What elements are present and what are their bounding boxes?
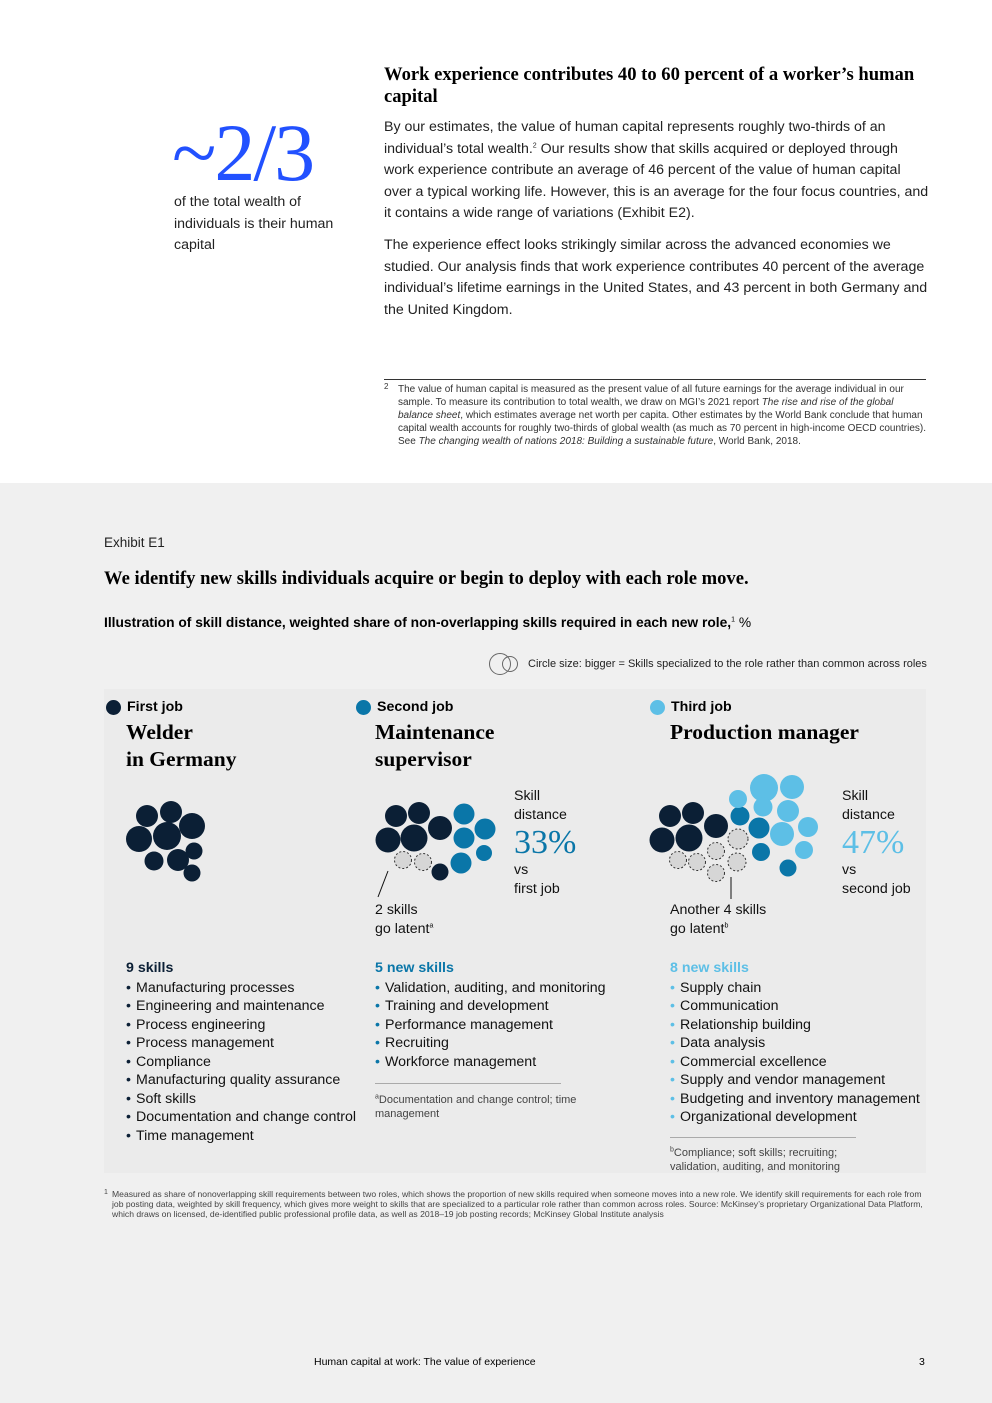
skill-count-first: 9 skills bbox=[126, 960, 174, 976]
skill-item: • Process management bbox=[126, 1035, 275, 1051]
footnote-ref-2[interactable]: 2 bbox=[532, 141, 537, 149]
bullet-icon: • bbox=[126, 998, 131, 1014]
note-divider-b bbox=[670, 1137, 856, 1138]
job-title-second: Maintenance supervisor bbox=[375, 720, 495, 771]
bullet-icon: • bbox=[126, 1016, 131, 1033]
note-divider-a bbox=[375, 1083, 561, 1084]
skill-distance-value-second: 33% bbox=[514, 824, 577, 861]
job-label-second: Second job bbox=[356, 699, 453, 715]
bullet-icon: • bbox=[375, 998, 380, 1014]
callout-caption: of the total wealth of individuals is their human capital bbox=[174, 194, 334, 253]
skill-item: • Compliance bbox=[126, 1053, 211, 1070]
skill-item: • Training and development bbox=[375, 998, 549, 1014]
exhibit-footnote: 1 Measured as share of nonoverlapping skill requirements between two roles, which shows the proportion of new skills required when someone moves into a new role. We identify skill requirements for each role from job posting data, weighted by skill frequency, which gives more weight to skills that are specialized to a particular role rather than common across roles. Source: McKinsey’s proprietary Organizational Data Platform, which draws on licensed, de-identified public professional profile data, as well as 2018–19 job posting records; McKinsey Global Institute analysis bbox=[104, 1189, 923, 1219]
note-a: $^a$Documentation and change control; time management bbox=[375, 1093, 577, 1120]
legend-text: Circle size: bigger = Skills specialized to the role rather than common across roles bbox=[528, 658, 927, 670]
skill-item: • Budgeting and inventory management bbox=[670, 1090, 920, 1107]
skill-item: • Time management bbox=[126, 1127, 254, 1144]
body-paragraph-1: By our estimates, the value of human capital represents roughly two-thirds of an individual’s total wealth.$^2$ Our results show that skills acquired or deployed through work experience contribute an average of 46 percent of the value of human capital over a typical working life. However, this is an average for the four focus countries, and it contains a wide range of variations (Exhibit E2). bbox=[384, 119, 929, 221]
note-b: $^b$Compliance; soft skills; recruiting; validation, auditing, and monitoring bbox=[670, 1146, 841, 1173]
skill-item: • Documentation and change control bbox=[126, 1109, 357, 1125]
skill-item: • Performance management bbox=[375, 1016, 553, 1033]
first-job-dot-icon bbox=[106, 700, 121, 715]
job-label-first: First job bbox=[106, 699, 183, 715]
bullet-icon: • bbox=[670, 998, 675, 1014]
footnote-divider bbox=[384, 379, 926, 380]
bullet-icon: • bbox=[375, 1035, 380, 1051]
bullet-icon: • bbox=[126, 1072, 131, 1088]
skill-list-third bbox=[670, 959, 932, 1127]
skill-items-first bbox=[126, 979, 366, 1146]
bullet-icon: • bbox=[670, 1053, 675, 1070]
skill-item: • Recruiting bbox=[375, 1035, 449, 1051]
bullet-icon: • bbox=[126, 1053, 131, 1070]
skill-item: • Process engineering bbox=[126, 1016, 266, 1033]
skill-item: • Manufacturing processes bbox=[126, 979, 295, 996]
bullet-icon: • bbox=[375, 979, 380, 996]
job-title-first: Welder in Germany bbox=[126, 720, 237, 771]
bullet-icon: • bbox=[670, 1016, 675, 1033]
skill-list-second bbox=[375, 959, 615, 1071]
latent-label-second: 2 skills go latent$^a$ bbox=[375, 902, 434, 937]
skill-item: • Supply chain bbox=[670, 979, 762, 996]
skill-count-second: 5 new skills bbox=[375, 960, 454, 976]
bullet-icon: • bbox=[670, 1035, 675, 1051]
job-label-third: Third job bbox=[650, 699, 732, 715]
circle-size-legend-icon bbox=[488, 652, 520, 676]
skill-item: • Workforce management bbox=[375, 1053, 537, 1070]
bullet-icon: • bbox=[670, 979, 675, 996]
bullet-icon: • bbox=[126, 1035, 131, 1051]
skill-item: • Commercial excellence bbox=[670, 1053, 827, 1070]
exhibit-subtitle: Illustration of skill distance, weighted share of non-overlapping skills required in each new role,$^1$ % bbox=[104, 615, 752, 630]
section-title: Work experience contributes 40 to 60 percent of a worker’s human capital bbox=[384, 64, 915, 107]
bullet-icon: • bbox=[375, 1016, 380, 1033]
skill-item: • Organizational development bbox=[670, 1109, 857, 1125]
page-number: 3 bbox=[919, 1356, 925, 1368]
exhibit-label: Exhibit E1 bbox=[104, 535, 165, 550]
skill-list-first bbox=[126, 959, 366, 1145]
body-paragraph-2: The experience effect looks strikingly similar across the advanced economies we studied. Our analysis finds that work experience contributes 40 percent of the average individual’s lifetime earnings in the United States, and 43 percent in both Germany and the United Kingdom. bbox=[384, 237, 928, 318]
skill-item: • Communication bbox=[670, 998, 779, 1014]
bullet-icon: • bbox=[126, 1090, 131, 1107]
bullet-icon: • bbox=[126, 979, 131, 996]
skill-item: • Supply and vendor management bbox=[670, 1072, 886, 1088]
skill-items-second bbox=[375, 979, 615, 1072]
callout-number: ~2/3 bbox=[172, 107, 314, 198]
bullet-icon: • bbox=[670, 1090, 675, 1107]
skill-count-third: 8 new skills bbox=[670, 960, 749, 976]
job-title-third: Production manager bbox=[670, 720, 859, 744]
bullet-icon: • bbox=[126, 1127, 131, 1144]
skill-items-third bbox=[670, 979, 932, 1127]
second-job-dot-icon bbox=[356, 700, 371, 715]
skill-item: • Manufacturing quality assurance bbox=[126, 1072, 341, 1088]
bullet-icon: • bbox=[670, 1072, 675, 1088]
latent-label-third: Another 4 skills go latent$^b$ bbox=[670, 902, 767, 937]
bullet-icon: • bbox=[670, 1109, 675, 1125]
skill-item: • Data analysis bbox=[670, 1035, 766, 1051]
skill-item: • Soft skills bbox=[126, 1090, 196, 1107]
exhibit-title: We identify new skills individuals acquire or begin to deploy with each role move. bbox=[104, 568, 749, 589]
skill-item: • Engineering and maintenance bbox=[126, 998, 325, 1014]
bullet-icon: • bbox=[375, 1053, 380, 1070]
footnote-text: The value of human capital is measured as the present value of all future earnings for the average individual in our sample. To measure its contribution to total wealth, we draw on MGI’s 2021 report The rise and rise of the global balance sheet, which estimates average net worth per capita. Other estimates by the World Bank conclude that human capital wealth accounts for roughly two-thirds of global wealth (as much as 70 percent in high-income OECD countries). See The changing wealth of nations 2018: Building a sustainable future, World Bank, 2018. bbox=[398, 384, 927, 447]
third-job-dot-icon bbox=[650, 700, 665, 715]
circle-size-legend bbox=[488, 652, 927, 676]
skill-distance-value-third: 47% bbox=[842, 824, 905, 861]
running-title: Human capital at work: The value of experience bbox=[314, 1356, 536, 1368]
bullet-icon: • bbox=[126, 1109, 131, 1125]
skill-distance-second: Skill distance 33% vs first job bbox=[514, 788, 577, 897]
skill-distance-third: Skill distance 47% vs second job bbox=[842, 788, 911, 897]
skill-item: • Validation, auditing, and monitoring bbox=[375, 979, 606, 996]
skill-item: • Relationship building bbox=[670, 1016, 811, 1033]
exhibit-e1 bbox=[0, 483, 992, 1403]
footnote-mark: 2 bbox=[384, 382, 389, 391]
